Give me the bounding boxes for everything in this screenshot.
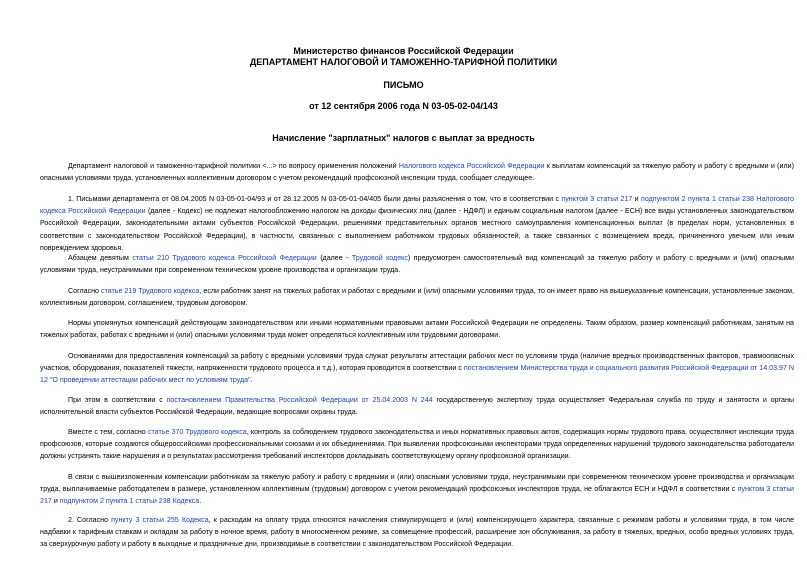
text-segment: 2. Согласно xyxy=(68,516,112,524)
link-article-219-labor-code[interactable]: статье 219 Трудового кодекса xyxy=(101,287,200,295)
text-segment: Основаниями для предоставления компенсаций за работу с вредными условиями труда служат результаты аттестации рабочих мест по условиям труда (наличие вредных производственных факторов, травмоопасных участков, оборудования, показателей тяжести, напряженности трудового процесса и т.д.), которая проводится в соответствии с xyxy=(40,352,794,373)
text-segment: . xyxy=(199,497,202,506)
text-segment: (далее - xyxy=(316,254,352,262)
paragraph-1 xyxy=(40,193,794,254)
paragraph-9 xyxy=(40,514,794,551)
link-government-resolution[interactable]: постановлением Правительства Российской Федерации от 25.04.2003 N 244 xyxy=(166,396,433,404)
text-segment: и xyxy=(51,497,60,506)
department-name: ДЕПАРТАМЕНТ НАЛОГОВОЙ И ТАМОЖЕННО-ТАРИФНОЙ ПОЛИТИКИ xyxy=(249,56,558,67)
text-segment: , контроль за соблюдением трудового законодательства и иных нормативных правовых актов, содержащих нормы трудового права, осуществляют инспекции труда профсоюзов, которые создаются общероссийскими профессиональными союзами и их объединениями. При выявлении профсоюзными инспекторами труда определенных нарушений трудового законодательства работодатели должны устранять такие нарушения и о результатах рассмотрения требований инспекторов докладывать соответствующему органу профсоюзной организации. xyxy=(40,428,794,461)
link-article-370-labor-code[interactable]: статье 370 Трудового кодекса xyxy=(147,428,247,436)
paragraph-6 xyxy=(40,394,794,418)
text-segment: Вместе с тем, согласно xyxy=(68,428,148,436)
link-article-238-code[interactable]: подпунктом 2 пункта 1 статьи 238 Кодекса xyxy=(59,497,200,506)
text-segment: Департамент налоговой и таможенно-тарифной политики <...> по вопросу применения положений xyxy=(68,162,399,170)
link-labor-code[interactable]: Трудовой кодекс xyxy=(351,254,408,262)
link-article-217-point-3[interactable]: пунктом 3 статьи 217 xyxy=(40,485,795,506)
text-segment: 1. Письмами департамента от 08.04.2005 N 03-05-01-04/93 и от 28.12.2005 N 03-05-01-04/405 были даны разъяснения о том, что в соответствии с xyxy=(68,195,562,203)
link-tax-code[interactable]: Налогового кодекса Российской Федерации xyxy=(398,162,545,170)
text-segment: , к расходам на оплату труда относятся начисления стимулирующего и (или) компенсирующего характера, связанные с режимом работы и условиями труда, в том числе надбавки к тарифным ставкам и окладам за работу в ночное время, работу в многосменном режиме, за совмещение профессий, расширение зон обслуживания, за работу в тяжелых, вредных, особо вредных условиях труда, за сверхурочную работу и работу в выходные и праздничные дни, производимые в соответствии с законодательством Российской Федерации. xyxy=(40,516,795,549)
text-segment: В связи с вышеизложенным компенсации работникам за тяжелую работу и работу с вредными и (или) опасными условиями труда, неустранимыми при современном техническом уровне производства и организации труда, выплачиваемые работодателем в размере, установленном коллективным (трудовым) договором с учетом рекомендаций профсоюзных инспекторов труда, не облагаются ЕСН и НДФЛ в соответствии с xyxy=(40,473,794,494)
link-article-255-code[interactable]: пункту 3 статьи 255 Кодекса xyxy=(111,516,209,524)
paragraph-8 xyxy=(40,471,794,508)
paragraph-7 xyxy=(40,426,794,463)
paragraph-3 xyxy=(40,285,794,309)
text-segment: ) предусмотрен самостоятельный вид компенсаций за тяжелую работу и работу с вредными и (или) опасными условиями труда, неустранимыми при современном техническом уровне производства и организации труда. xyxy=(40,254,794,275)
text-segment: и xyxy=(632,195,642,203)
text-segment: к выплатам компенсаций за тяжелую работу и работу с вредными и (или) опасными условиями труда, установленных коллективным договором с учетом рекомендаций профсоюзной инспекции труда, сообщает следующее. xyxy=(40,162,794,183)
text-segment: (далее - Кодекс) не подлежат налогообложению налогом на доходы физических лиц (далее - НДФЛ) и единым социальным налогом (далее - ЕСН) все виды установленных законодательством Российской Федерации, законодательными актами субъектов Российской Федерации, решениями представительных органов местного самоуправления компенсационных выплат (в пределах норм, установленных в соответствии с законодательством Российской Федерации), в частности, связанных с выполнением работником трудовых обязанностей, а также связанных с возмещением вреда, причиненного увечьем или иным повреждением здоровья. xyxy=(40,207,795,252)
document-date-number: от 12 сентября 2006 года N 03-05-02-04/143 xyxy=(309,101,498,111)
paragraph-intro xyxy=(40,160,794,184)
document-subject: Начисление "зарплатных" налогов с выплат за вредность xyxy=(272,133,535,143)
text-segment: , если работник занят на тяжелых работах и работах с вредными и (или) опасными условиями труда, то он имеет право на вышеуказанные компенсации, установленные законом, коллективным договором, соглашением, трудовым договором. xyxy=(40,287,795,308)
link-article-238-tax-code[interactable]: подпунктом 2 пункта 1 статьи 238 Налогового кодекса Российской Федерации xyxy=(40,195,794,216)
text-segment: Согласно xyxy=(68,287,102,295)
text-segment: государственную экспертизу труда осуществляет Федеральная служба по труду и занятости и органы исполнительной власти субъектов Российской Федерации, ведающие вопросами охраны труда. xyxy=(40,396,795,417)
paragraph-5 xyxy=(40,350,794,387)
text-segment: Нормы упомянутых компенсаций действующим законодательством или иными нормативными правовыми актами Российской Федерации не определены. Таким образом, размер компенсаций работникам, занятым на тяжелых работах, работах с вредными и (или) опасными условиями труда может определяться коллективным или трудовыми договорами. xyxy=(40,319,794,340)
document-type: ПИСЬМО xyxy=(383,80,424,90)
link-article-217[interactable]: пунктом 3 статьи 217 xyxy=(561,195,633,203)
text-segment: . xyxy=(250,376,253,385)
text-segment: Абзацем девятым xyxy=(68,254,133,262)
text-segment: При этом в соответствии с xyxy=(68,396,167,404)
header-block xyxy=(0,46,807,67)
ministry-name: Министерство финансов Российской Федерации xyxy=(293,46,514,56)
paragraph-2 xyxy=(40,252,794,276)
link-article-210-labor-code[interactable]: статьи 210 Трудового кодекса Российской Федерации xyxy=(132,254,317,262)
paragraph-4 xyxy=(40,317,794,341)
link-mintrud-resolution[interactable]: постановлением Министерства труда и социального развития Российской Федерации от 14.03.97 N 12 "О проведении аттестации рабочих мест по условиям труда" xyxy=(40,364,794,385)
